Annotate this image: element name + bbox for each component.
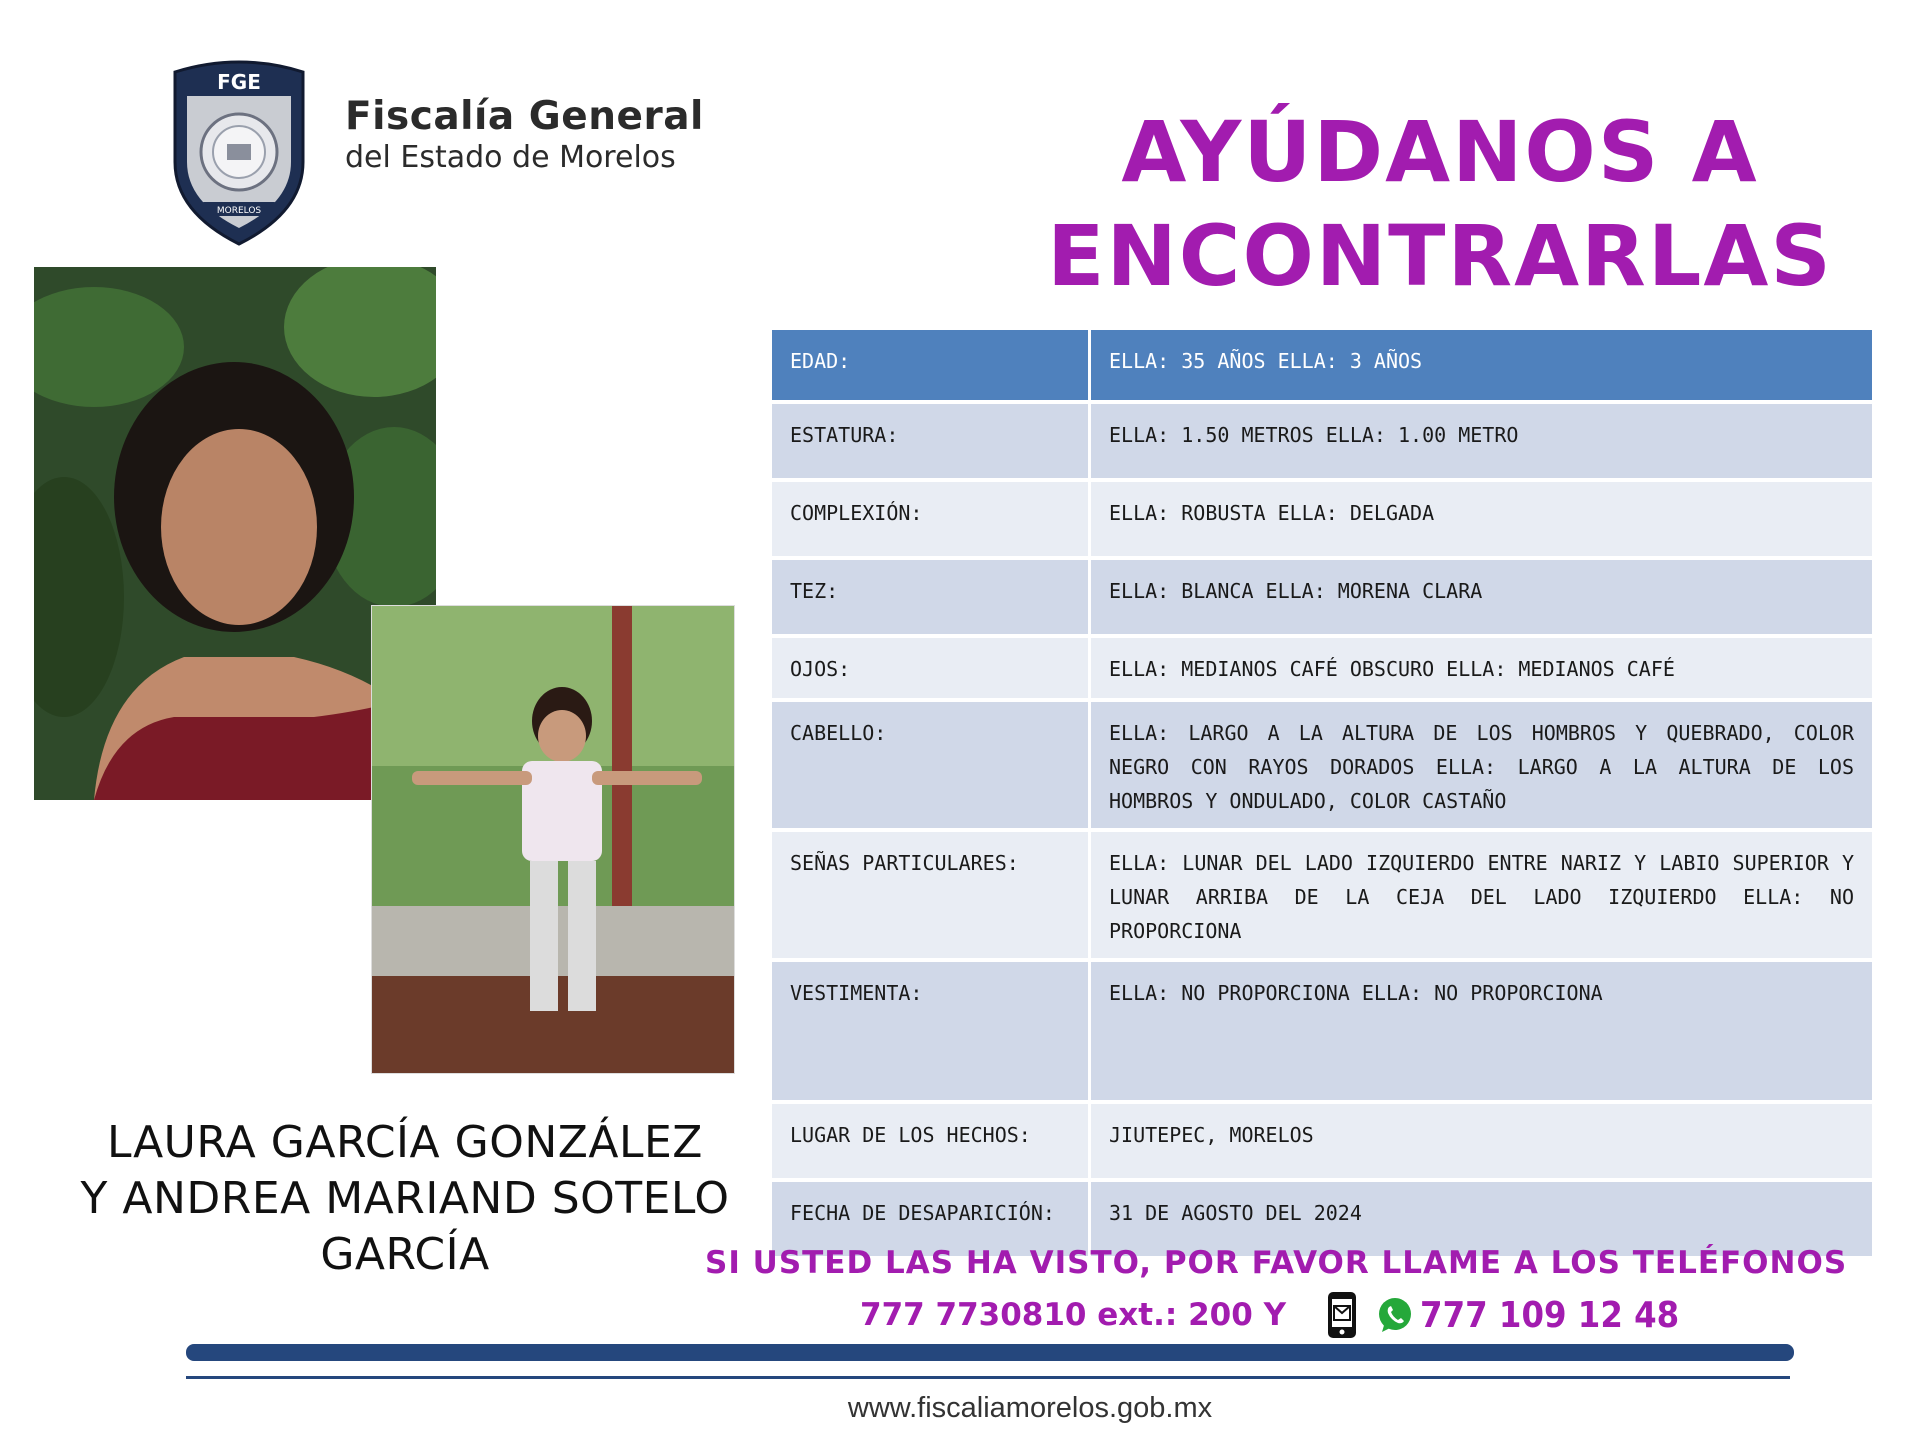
headline-line-2: ENCONTRARLAS	[1047, 207, 1833, 305]
row-label: EDAD:	[772, 330, 1091, 400]
table-row	[772, 962, 1872, 1100]
row-value: ELLA: 1.50 METROS ELLA: 1.00 METRO	[1091, 404, 1872, 478]
row-label: COMPLEXIÓN:	[772, 482, 1091, 556]
row-value: JIUTEPEC, MORELOS	[1091, 1104, 1872, 1178]
name-line-3: GARCÍA	[320, 1229, 490, 1280]
phone-number-landline: 777 7730810 ext.: 200 Y	[860, 1297, 1287, 1333]
description-table	[772, 326, 1872, 1260]
row-value: 31 DE AGOSTO DEL 2024	[1091, 1182, 1872, 1256]
table-row	[772, 832, 1872, 958]
row-label: TEZ:	[772, 560, 1091, 634]
whatsapp-icon	[1376, 1296, 1414, 1334]
row-value: ELLA: 35 AÑOS ELLA: 3 AÑOS	[1091, 330, 1872, 400]
row-label: CABELLO:	[772, 702, 1091, 828]
headline	[940, 100, 1920, 308]
footer-divider	[186, 1376, 1790, 1379]
table-row	[772, 702, 1872, 828]
missing-persons-names	[60, 1115, 750, 1283]
row-value: ELLA: LUNAR DEL LADO IZQUIERDO ENTRE NARIZ Y LABIO SUPERIOR Y LUNAR ARRIBA DE LA CEJA DEL LADO IZQUIERDO ELLA: NO PROPORCIONA	[1091, 832, 1872, 958]
table-row	[772, 560, 1872, 634]
website-url: www.fiscaliamorelos.gob.mx	[847, 1392, 1213, 1424]
row-value: ELLA: ROBUSTA ELLA: DELGADA	[1091, 482, 1872, 556]
name-line-2: Y ANDREA MARIAND SOTELO	[80, 1173, 730, 1224]
row-label: FECHA DE DESAPARICIÓN:	[772, 1182, 1091, 1256]
phone-numbers	[860, 1290, 1679, 1340]
phone-number-whatsapp: 777 109 12 48	[1420, 1294, 1680, 1336]
row-value: ELLA: NO PROPORCIONA ELLA: NO PROPORCIONA	[1091, 962, 1872, 1100]
row-label: OJOS:	[772, 638, 1091, 698]
call-to-action: SI USTED LAS HA VISTO, POR FAVOR LLAME A LOS TELÉFONOS	[705, 1245, 1848, 1281]
name-line-1: LAURA GARCÍA GONZÁLEZ	[107, 1117, 703, 1168]
row-value: ELLA: MEDIANOS CAFÉ OBSCURO ELLA: MEDIANOS CAFÉ	[1091, 638, 1872, 698]
photo-andrea	[371, 605, 735, 1074]
row-value: ELLA: LARGO A LA ALTURA DE LOS HOMBROS Y QUEBRADO, COLOR NEGRO CON RAYOS DORADOS ELLA: LARGO A LA ALTURA DE LOS HOMBROS Y ONDULADO, COLOR CASTAÑO	[1091, 702, 1872, 828]
fge-badge-logo	[165, 52, 313, 247]
org-subtitle: del Estado de Morelos	[345, 140, 676, 175]
svg-text:MORELOS: MORELOS	[216, 206, 262, 216]
svg-text:FGE: FGE	[217, 70, 261, 94]
mobile-phone-icon	[1322, 1290, 1362, 1340]
row-value: ELLA: BLANCA ELLA: MORENA CLARA	[1091, 560, 1872, 634]
table-row	[772, 330, 1872, 400]
footer-bar	[186, 1344, 1794, 1361]
table-row	[772, 404, 1872, 478]
row-label: VESTIMENTA:	[772, 962, 1091, 1100]
headline-line-1: AYÚDANOS A	[1121, 103, 1759, 201]
table-row	[772, 1104, 1872, 1178]
org-name: Fiscalía General	[345, 94, 704, 139]
row-label: SEÑAS PARTICULARES:	[772, 832, 1091, 958]
row-label: ESTATURA:	[772, 404, 1091, 478]
table-row	[772, 638, 1872, 698]
table-row	[772, 482, 1872, 556]
row-label: LUGAR DE LOS HECHOS:	[772, 1104, 1091, 1178]
